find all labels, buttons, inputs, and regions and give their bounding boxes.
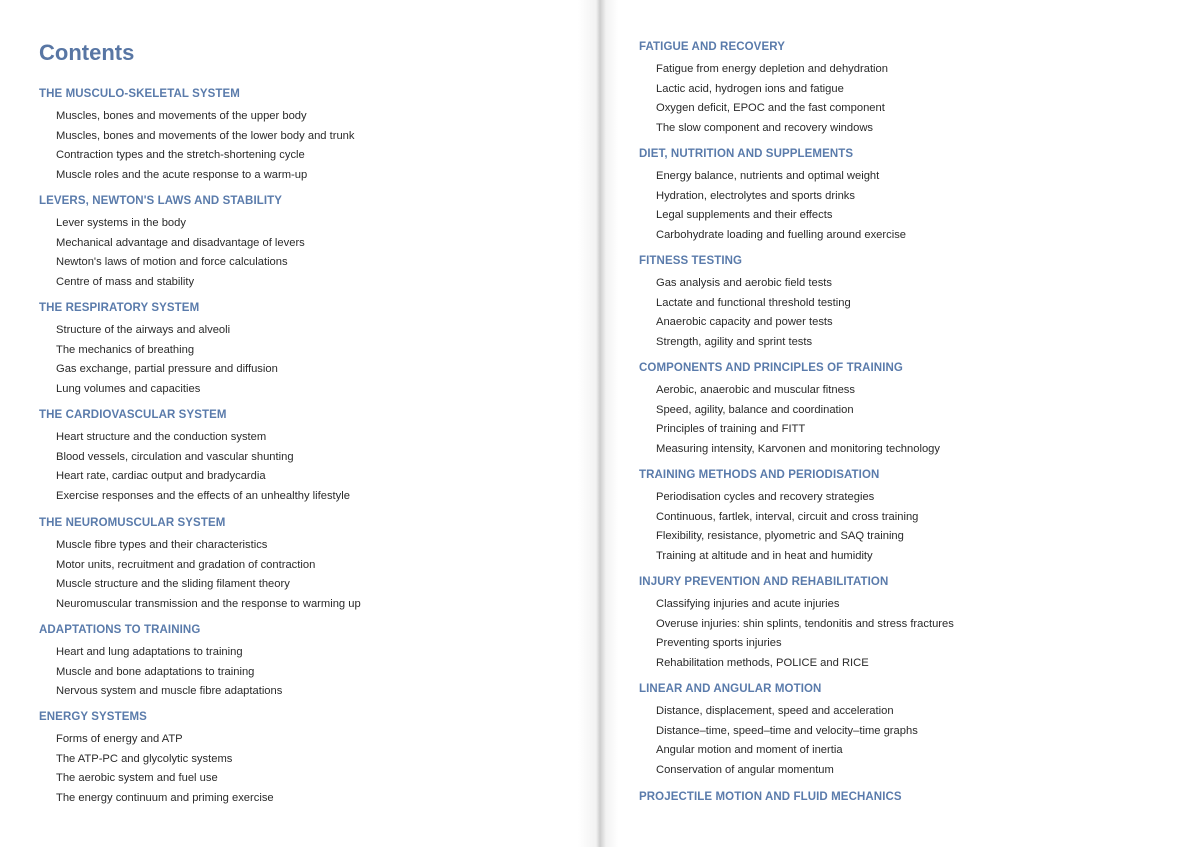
toc-entry: Aerobic, anaerobic and muscular fitness	[656, 384, 855, 396]
toc-entry: Muscle fibre types and their characteristics	[56, 539, 268, 551]
toc-entry: Neuromuscular transmission and the response to warming up	[56, 597, 361, 610]
section-item-list	[39, 321, 559, 399]
toc-entry: Continuous, fartlek, interval, circuit and cross training	[656, 510, 919, 523]
toc-entry: Periodisation cycles and recovery strategies	[656, 491, 875, 503]
toc-section	[639, 361, 1179, 459]
section-heading: DIET, NUTRITION AND SUPPLEMENTS	[639, 148, 854, 160]
toc-entry: Muscle structure and the sliding filament theory	[56, 578, 290, 590]
toc-entry: Principles of training and FITT	[656, 423, 806, 435]
toc-entry: Measuring intensity, Karvonen and monitoring technology	[656, 442, 940, 455]
toc-entry: Speed, agility, balance and coordination	[656, 403, 854, 416]
toc-section	[639, 147, 1179, 245]
toc-entry: Hydration, electrolytes and sports drinks	[656, 189, 855, 202]
section-heading: PROJECTILE MOTION AND FLUID MECHANICS	[639, 791, 902, 803]
toc-entry: Muscle and bone adaptations to training	[56, 665, 255, 678]
section-heading: FITNESS TESTING	[639, 255, 743, 267]
section-heading: TRAINING METHODS AND PERIODISATION	[639, 469, 880, 481]
toc-entry: Training at altitude and in heat and humidity	[656, 549, 873, 562]
toc-entry: Rehabilitation methods, POLICE and RICE	[656, 656, 869, 669]
toc-entry: Contraction types and the stretch-shortening cycle	[56, 149, 305, 161]
toc-entry: Conservation of angular momentum	[656, 763, 834, 776]
toc-entry: Gas analysis and aerobic field tests	[656, 277, 832, 289]
toc-entry: The aerobic system and fuel use	[56, 772, 218, 784]
toc-entry: Lactate and functional threshold testing	[656, 296, 851, 309]
section-item-list	[639, 60, 1179, 138]
toc-section	[639, 468, 1179, 566]
section-item-list	[639, 274, 1179, 352]
toc-section	[39, 87, 559, 185]
toc-entry: Muscles, bones and movements of the lower body and trunk	[56, 129, 355, 142]
toc-entry: Distance, displacement, speed and acceleration	[656, 705, 894, 717]
section-heading: THE NEUROMUSCULAR SYSTEM	[39, 517, 226, 529]
section-item-list	[639, 381, 1179, 459]
section-item-list	[39, 536, 559, 614]
toc-entry: Overuse injuries: shin splints, tendonitis and stress fractures	[656, 617, 954, 630]
toc-entry: Legal supplements and their effects	[656, 209, 833, 221]
section-item-list	[39, 428, 559, 506]
toc-entry: Nervous system and muscle fibre adaptations	[56, 685, 283, 697]
toc-entry: Fatigue from energy depletion and dehydration	[656, 63, 888, 75]
section-heading: INJURY PREVENTION AND REHABILITATION	[639, 576, 889, 588]
toc-entry: Classifying injuries and acute injuries	[656, 598, 840, 610]
toc-entry: Blood vessels, circulation and vascular shunting	[56, 450, 294, 463]
toc-section	[639, 790, 1179, 804]
toc-section	[639, 40, 1179, 138]
toc-entry: Preventing sports injuries	[656, 637, 782, 649]
section-item-list	[639, 167, 1179, 245]
toc-entry: Distance–time, speed–time and velocity–time graphs	[656, 724, 918, 737]
toc-entry: Flexibility, resistance, plyometric and SAQ training	[656, 530, 904, 542]
section-heading: ADAPTATIONS TO TRAINING	[39, 624, 201, 636]
section-heading: LINEAR AND ANGULAR MOTION	[639, 683, 822, 695]
section-item-list	[639, 488, 1179, 566]
toc-entry: Oxygen deficit, EPOC and the fast component	[656, 102, 885, 114]
toc-entry: Mechanical advantage and disadvantage of levers	[56, 236, 305, 249]
toc-entry: The slow component and recovery windows	[656, 121, 874, 134]
toc-entry: The energy continuum and priming exercise	[56, 791, 274, 804]
toc-entry: Structure of the airways and alveoli	[56, 324, 231, 336]
toc-entry: The ATP-PC and glycolytic systems	[56, 752, 233, 765]
toc-entry: Lung volumes and capacities	[56, 382, 201, 395]
toc-entry: Gas exchange, partial pressure and diffusion	[56, 363, 278, 375]
toc-entry: Angular motion and moment of inertia	[656, 744, 843, 756]
section-heading: ENERGY SYSTEMS	[39, 711, 147, 723]
section-heading: THE CARDIOVASCULAR SYSTEM	[39, 409, 227, 421]
toc-entry: Muscles, bones and movements of the upper body	[56, 110, 307, 122]
toc-section	[39, 301, 559, 399]
section-item-list	[39, 643, 559, 702]
toc-entry: Motor units, recruitment and gradation of contraction	[56, 558, 316, 571]
toc-entry: Lever systems in the body	[56, 217, 186, 229]
toc-section	[639, 575, 1179, 673]
toc-section	[39, 516, 559, 614]
page-title: Contents	[39, 40, 135, 65]
toc-section	[639, 682, 1179, 780]
toc-entry: Muscle roles and the acute response to a warm-up	[56, 168, 308, 181]
toc-section	[39, 623, 559, 702]
toc-entry: Centre of mass and stability	[56, 275, 195, 288]
toc-entry: Anaerobic capacity and power tests	[656, 316, 833, 328]
toc-entry: Newton's laws of motion and force calculations	[56, 256, 288, 268]
section-heading: COMPONENTS AND PRINCIPLES OF TRAINING	[639, 362, 903, 374]
toc-entry: The mechanics of breathing	[56, 343, 195, 356]
toc-section	[39, 194, 559, 292]
toc-entry: Exercise responses and the effects of an unhealthy lifestyle	[56, 489, 350, 502]
toc-section	[639, 254, 1179, 352]
toc-section	[39, 710, 559, 808]
toc-section	[39, 408, 559, 506]
section-item-list	[39, 107, 559, 185]
section-heading: THE RESPIRATORY SYSTEM	[39, 302, 200, 314]
book-gutter	[578, 0, 618, 847]
section-item-list	[639, 595, 1179, 673]
toc-entry: Lactic acid, hydrogen ions and fatigue	[656, 82, 844, 95]
toc-entry: Heart structure and the conduction system	[56, 431, 267, 443]
section-item-list	[39, 214, 559, 292]
toc-entry: Carbohydrate loading and fuelling around exercise	[656, 228, 907, 241]
section-heading: FATIGUE AND RECOVERY	[639, 41, 785, 53]
section-heading: THE MUSCULO-SKELETAL SYSTEM	[39, 88, 240, 100]
toc-entry: Strength, agility and sprint tests	[656, 335, 813, 348]
toc-entry: Heart rate, cardiac output and bradycardia	[56, 470, 266, 482]
section-item-list	[39, 730, 559, 808]
section-heading: LEVERS, NEWTON'S LAWS AND STABILITY	[39, 195, 283, 207]
section-item-list	[639, 702, 1179, 780]
toc-entry: Heart and lung adaptations to training	[56, 646, 243, 658]
toc-entry: Energy balance, nutrients and optimal weight	[656, 170, 880, 182]
toc-entry: Forms of energy and ATP	[56, 733, 183, 745]
